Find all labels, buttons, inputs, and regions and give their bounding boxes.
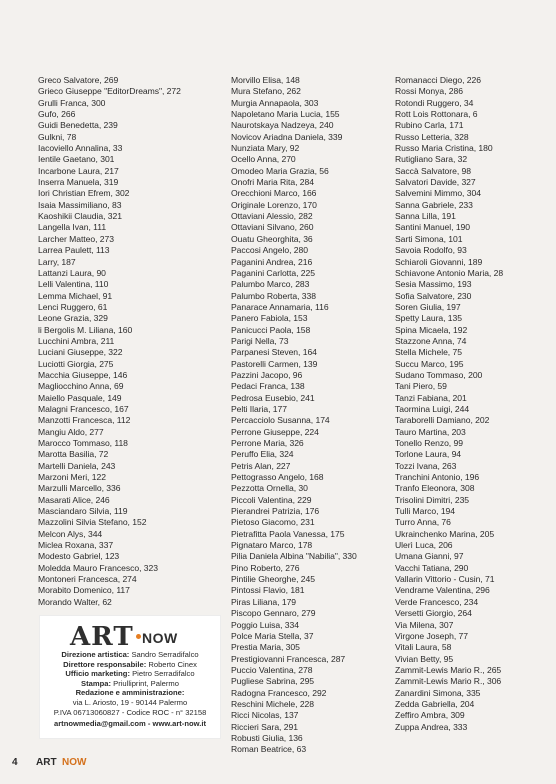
index-entry: Ottaviani Silvano, 260 xyxy=(231,222,314,233)
index-entry: Torlone Laura, 94 xyxy=(395,449,462,460)
index-entry: Inserra Manuela, 319 xyxy=(38,177,119,188)
index-entry: Sesia Massimo, 193 xyxy=(395,279,472,290)
index-entry: Macchia Giuseppe, 146 xyxy=(38,369,128,380)
masthead-line: Stampa: Priulliprint, Palermo xyxy=(81,678,179,688)
index-entry: Marzoni Meri, 122 xyxy=(38,472,106,483)
index-entry: Succu Marco, 195 xyxy=(395,358,464,369)
index-entry: Salvatori Davide, 327 xyxy=(395,177,476,188)
index-entry: Mangiu Aldo, 277 xyxy=(38,426,104,437)
index-entry: Versetti Giorgio, 264 xyxy=(395,608,472,619)
index-entry: Perrone Giuseppe, 224 xyxy=(231,426,319,437)
index-entry: Marzulli Marcello, 336 xyxy=(38,483,121,494)
index-entry: Prestia Maria, 305 xyxy=(231,642,300,653)
index-entry: Rott Lois Rottonara, 6 xyxy=(395,109,478,120)
index-entry: Stazzone Anna, 74 xyxy=(395,335,467,346)
index-entry: Lattanzi Laura, 90 xyxy=(38,267,106,278)
index-entry: Russo Maria Cristina, 180 xyxy=(395,143,493,154)
index-entry: Naurotskaya Nadzeya, 240 xyxy=(231,120,334,131)
index-entry: Kaoshikii Claudia, 321 xyxy=(38,211,122,222)
index-entry: Miclea Roxana, 337 xyxy=(38,540,114,551)
index-entry: Ricci Nicolas, 137 xyxy=(231,710,299,721)
index-entry: Zeffiro Ambra, 309 xyxy=(395,710,465,721)
index-entry: Pilia Daniela Albina "Nabilia", 330 xyxy=(231,551,357,562)
index-entry: Gulkni, 78 xyxy=(38,131,77,142)
index-entry: Larrea Paulett, 113 xyxy=(38,245,110,256)
index-entry: Vallarin Vittorio - Cusin, 71 xyxy=(395,574,495,585)
index-entry: Lemma Michael, 91 xyxy=(38,290,113,301)
logo-now-text: NOW xyxy=(142,630,178,646)
index-entry: Puccio Valentina, 278 xyxy=(231,664,313,675)
index-entry: Murgia Annapaola, 303 xyxy=(231,97,319,108)
index-entry: Masarati Alice, 246 xyxy=(38,494,110,505)
index-entry: Iori Christian Efrem, 302 xyxy=(38,188,130,199)
index-entry: Larry, 187 xyxy=(38,256,76,267)
index-entry: Romanacci Diego, 226 xyxy=(395,75,481,85)
index-entry: Ulerì Luca, 206 xyxy=(395,540,453,551)
index-entry: Soren Giulia, 197 xyxy=(395,301,461,312)
index-entry: Russo Letteria, 328 xyxy=(395,131,469,142)
index-entry: Vendrame Valentina, 296 xyxy=(395,585,490,596)
index-entry: Tonello Renzo, 99 xyxy=(395,438,463,448)
masthead-line: Direttore responsabile: Roberto Cinex xyxy=(63,659,197,669)
index-entry: Schiaroli Giovanni, 189 xyxy=(395,256,483,267)
index-entry: Pelti Ilaria, 177 xyxy=(231,403,287,414)
index-entry: Gufo, 266 xyxy=(38,109,76,120)
index-entry: Maiello Pasquale, 149 xyxy=(38,392,122,403)
logo-art-text: ART xyxy=(70,622,134,652)
index-entry: Iacoviello Annalina, 33 xyxy=(38,143,123,154)
logo-dot-icon xyxy=(136,634,141,639)
index-entry: Zammit-Lewis Mario R., 306 xyxy=(395,676,502,687)
index-entry: Poggio Luisa, 334 xyxy=(231,619,299,630)
index-entry: Pignataro Marco, 178 xyxy=(231,540,313,551)
index-entry: Ocello Anna, 270 xyxy=(231,154,296,165)
index-entry: Tozzi Ivana, 263 xyxy=(395,460,457,471)
index-entry: Tranfo Eleonora, 308 xyxy=(395,483,475,494)
index-entry: Masciandaro Silvia, 119 xyxy=(38,506,128,517)
index-entry: Luciotti Giorgia, 275 xyxy=(38,358,114,369)
index-entry: Vitali Laura, 58 xyxy=(395,642,452,653)
index-entry: Pierandrei Patrizia, 176 xyxy=(231,506,320,517)
index-entry: Sanna Lilla, 191 xyxy=(395,211,456,222)
index-entry: Onofri Maria Rita, 284 xyxy=(231,177,314,188)
index-entry: Pazzini Jacopo, 96 xyxy=(231,369,303,380)
index-entry: Napoletano Maria Lucia, 155 xyxy=(231,109,340,120)
index-entry: Vacchi Tatiana, 290 xyxy=(395,562,469,573)
index-entry: Vivian Betty, 95 xyxy=(395,653,454,664)
index-entry: Morando Walter, 62 xyxy=(38,596,112,607)
index-entry: Riccieri Sara, 291 xyxy=(231,721,298,732)
index-entry: Lucchini Ambra, 211 xyxy=(38,335,115,346)
index-entry: Zuppa Andrea, 333 xyxy=(395,721,468,732)
footer-art-text: ART xyxy=(36,757,57,768)
index-entry: Marocco Tommaso, 118 xyxy=(38,438,128,448)
index-entry: Langella Ivan, 111 xyxy=(38,222,107,233)
index-entry: Salvemini Mimmo, 304 xyxy=(395,188,481,199)
index-entry: Melcon Alys, 344 xyxy=(38,528,103,539)
index-entry: Zammit-Lewis Mario R., 265 xyxy=(395,664,502,675)
index-entry: Sanna Gabriele, 233 xyxy=(395,199,473,210)
index-entry: Spina Micaela, 192 xyxy=(395,324,468,335)
index-entry: Tanzi Fabiana, 201 xyxy=(395,392,467,403)
index-entry: Palumbo Roberta, 338 xyxy=(231,290,316,301)
index-entry: Trisolini Dimitri, 235 xyxy=(395,494,470,505)
index-entry: Lelli Valentina, 110 xyxy=(38,279,109,290)
masthead-piva: P.IVA 06713060827 - Codice ROC - n° 32158 xyxy=(53,707,207,717)
masthead-redazione: Redazione e amministrazione: xyxy=(75,688,185,698)
index-entry: Incarbone Laura, 217 xyxy=(38,165,119,176)
index-entry: Panero Fabiola, 153 xyxy=(231,313,308,324)
index-column-1 xyxy=(38,75,181,608)
index-entry: Rubino Carla, 171 xyxy=(395,120,464,131)
index-entry: Tani Piero, 59 xyxy=(395,381,447,392)
index-column-3 xyxy=(395,75,503,733)
index-entry: Pezzotta Ornella, 30 xyxy=(231,483,308,494)
index-entry: Orecchioni Marco, 166 xyxy=(231,188,317,199)
index-entry: Prestigiovanni Francesca, 287 xyxy=(231,653,346,664)
index-entry: Percacciolo Susanna, 174 xyxy=(231,415,330,426)
index-entry: Morvillo Elisa, 148 xyxy=(231,75,300,85)
index-entry: Taormina Luigi, 244 xyxy=(395,403,470,414)
index-entry: Robusti Giulia, 136 xyxy=(231,732,303,743)
index-entry: Tranchini Antonio, 196 xyxy=(395,472,480,483)
index-entry: Schiavone Antonio Maria, 28 xyxy=(395,267,504,278)
index-entry: Modesto Gabriel, 123 xyxy=(38,551,120,562)
index-entry: Piscopo Gennaro, 279 xyxy=(231,608,316,619)
index-entry: Omodeo Maria Grazia, 56 xyxy=(231,165,329,176)
index-entry: Lenci Ruggero, 61 xyxy=(38,301,108,312)
index-entry: Zedda Gabriella, 204 xyxy=(395,698,475,709)
index-entry: Stella Michele, 75 xyxy=(395,347,462,358)
index-entry: Polce Maria Stella, 37 xyxy=(231,630,314,641)
index-entry: Rotondi Ruggero, 34 xyxy=(395,97,474,108)
index-entry: Taraborelli Damiano, 202 xyxy=(395,415,490,426)
index-entry: li Bergolis M. Liliana, 160 xyxy=(38,324,133,335)
index-entry: Grulli Franca, 300 xyxy=(38,97,106,108)
index-entry: Mura Stefano, 262 xyxy=(231,86,301,97)
index-entry: Virgone Joseph, 77 xyxy=(395,630,468,641)
index-entry: Nunziata Mary, 92 xyxy=(231,143,300,154)
index-entry: Originale Lorenzo, 170 xyxy=(231,199,317,210)
index-entry: Piccoli Valentina, 229 xyxy=(231,494,312,505)
index-entry: Pedrosa Eusebio, 241 xyxy=(231,392,315,403)
index-entry: Manzotti Francesca, 112 xyxy=(38,415,131,426)
page-footer xyxy=(0,757,556,784)
index-entry: Via Milena, 307 xyxy=(395,619,454,630)
index-entry: Verde Francesco, 234 xyxy=(395,596,479,607)
masthead-line: Ufficio marketing: Pietro Serradifalco xyxy=(65,669,195,679)
index-entry: Montoneri Francesca, 274 xyxy=(38,574,137,585)
index-entry: Palumbo Marco, 283 xyxy=(231,279,310,290)
index-entry: Greco Salvatore, 269 xyxy=(38,75,119,85)
index-entry: Umana Gianni, 97 xyxy=(395,551,464,562)
index-entry: Martelli Daniela, 243 xyxy=(38,460,116,471)
index-entry: Pugliese Sabrina, 295 xyxy=(231,676,315,687)
index-entry: Panarace Annamaria, 116 xyxy=(231,301,329,312)
masthead-address: via L. Ariosto, 19 - 90144 Palermo xyxy=(72,697,188,707)
masthead-line: Direzione artistica: Sandro Serradifalco xyxy=(61,650,199,659)
index-entry: Larcher Matteo, 273 xyxy=(38,233,114,244)
index-column-2 xyxy=(231,75,357,756)
index-entry: Parpanesi Steven, 164 xyxy=(231,347,317,358)
index-entry: Paganini Andrea, 216 xyxy=(231,256,313,267)
index-entry: Sofia Salvatore, 230 xyxy=(395,290,472,301)
index-entry: Magliocchino Anna, 69 xyxy=(38,381,124,392)
index-entry: Radogna Francesco, 292 xyxy=(231,687,327,698)
index-entry: Luciani Giuseppe, 322 xyxy=(38,347,123,358)
index-entry: Pietrafitta Paola Vanessa, 175 xyxy=(231,528,345,539)
index-entry: Saccà Salvatore, 98 xyxy=(395,165,471,176)
index-entry: Pintossi Flavio, 181 xyxy=(231,585,305,596)
index-entry: Grieco Giuseppe "EditorDreams", 272 xyxy=(38,86,181,97)
index-entry: Morabito Domenico, 117 xyxy=(38,585,130,596)
index-entry: Paganini Carlotta, 225 xyxy=(231,267,315,278)
index-entry: Pintilie Gheorghe, 245 xyxy=(231,574,315,585)
index-entry: Santini Manuel, 190 xyxy=(395,222,471,233)
index-entry: Peruffo Elia, 324 xyxy=(231,449,294,460)
page-number: 4 xyxy=(12,757,18,768)
index-entry: Tulli Marco, 194 xyxy=(395,506,456,517)
index-entry: Ientile Gaetano, 301 xyxy=(38,154,115,165)
index-entry: Savoia Rodolfo, 93 xyxy=(395,245,467,256)
index-entry: Malagni Francesco, 167 xyxy=(38,403,129,414)
index-entry: Pastorelli Carmen, 139 xyxy=(231,358,318,369)
index-entry: Ouatu Gheorghita, 36 xyxy=(231,233,313,244)
index-entry: Zanardini Simona, 335 xyxy=(395,687,481,698)
index-entry: Sarti Simona, 101 xyxy=(395,233,463,244)
index-entry: Pietoso Giacomo, 231 xyxy=(231,517,315,528)
index-entry: Paccosi Angelo, 280 xyxy=(231,245,308,256)
index-entry: Ukrainchenko Marina, 205 xyxy=(395,528,495,539)
index-entry: Pino Roberto, 276 xyxy=(231,562,300,573)
index-entry: Panicucci Paola, 158 xyxy=(231,324,311,335)
index-entry: Parigi Nella, 73 xyxy=(231,335,289,346)
index-entry: Sudano Tommaso, 200 xyxy=(395,369,483,380)
index-entry: Spetty Laura, 135 xyxy=(395,313,462,324)
index-entry: Roman Beatrice, 63 xyxy=(231,744,307,755)
index-entry: Novicov Ariadna Daniela, 339 xyxy=(231,131,343,142)
index-entry: Mazzolini Silvia Stefano, 152 xyxy=(38,517,147,528)
index-entry: Leone Grazia, 329 xyxy=(38,313,108,324)
index-entry: Ottaviani Alessio, 282 xyxy=(231,211,313,222)
index-entry: Tauro Martina, 203 xyxy=(395,426,466,437)
index-entry: Reschini Michele, 228 xyxy=(231,698,315,709)
index-entry: Piras Liliana, 179 xyxy=(231,596,297,607)
index-entry: Petris Alan, 227 xyxy=(231,460,291,471)
index-entry: Perrone Maria, 326 xyxy=(231,438,304,448)
index-entry: Rossi Monya, 286 xyxy=(395,86,463,97)
masthead-info xyxy=(40,650,220,729)
index-entry: Marotta Basilia, 72 xyxy=(38,449,109,460)
index-entry: Rutigliano Sara, 32 xyxy=(395,154,468,165)
footer-now-text: NOW xyxy=(62,757,87,768)
index-entry: Moledda Mauro Francesco, 323 xyxy=(38,562,158,573)
index-entry: Guidi Benedetta, 239 xyxy=(38,120,118,131)
index-entry: Isaia Massimiliano, 83 xyxy=(38,199,122,210)
masthead-email-web: artnowmedia@gmail.com - www.art-now.it xyxy=(54,719,206,729)
index-entry: Pedaci Franca, 138 xyxy=(231,381,305,392)
index-entry: Pettograsso Angelo, 168 xyxy=(231,472,324,483)
index-entry: Turro Anna, 76 xyxy=(395,517,451,528)
